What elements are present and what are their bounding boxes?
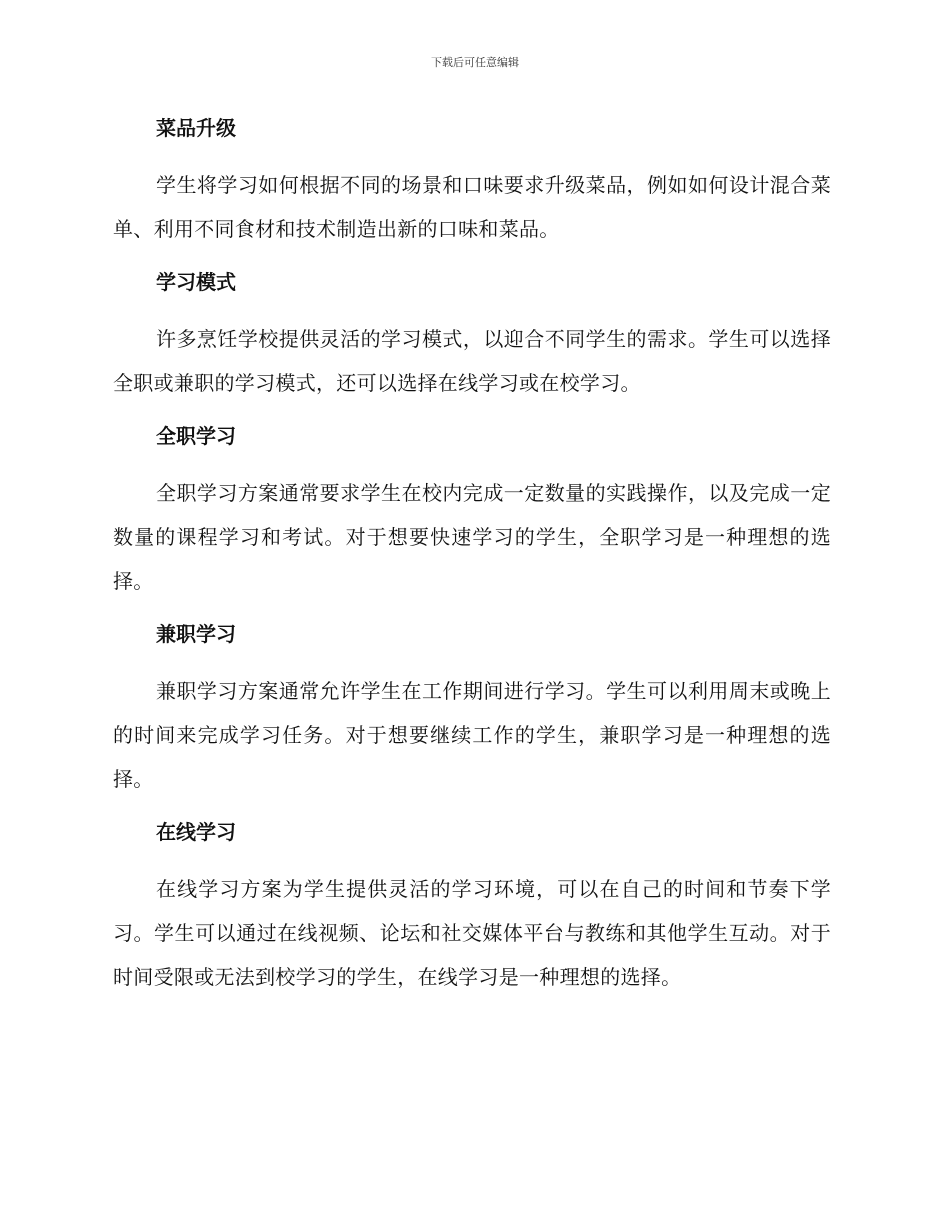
section-body-learning-modes: 许多烹饪学校提供灵活的学习模式，以迎合不同学生的需求。学生可以选择全职或兼职的学习模式，还可以选择在线学习或在校学习。 — [113, 327, 831, 395]
section-body-online: 在线学习方案为学生提供灵活的学习环境，可以在自己的时间和节奏下学习。学生可以通过在线视频、论坛和社交媒体平台与教练和其他学生互动。对于时间受限或无法到校学习的学生，在线学习是一种理想的选择。 — [113, 877, 831, 989]
section-title-online: 在线学习 — [156, 820, 236, 844]
section-title-dish-upgrade: 菜品升级 — [156, 116, 236, 140]
document-body — [113, 112, 831, 999]
section-body-full-time: 全职学习方案通常要求学生在校内完成一定数量的实践操作，以及完成一定数量的课程学习和考试。对于想要快速学习的学生，全职学习是一种理想的选择。 — [113, 481, 831, 593]
section-title-learning-modes: 学习模式 — [156, 270, 236, 294]
section-title-part-time: 兼职学习 — [156, 622, 236, 646]
section-body-part-time: 兼职学习方案通常允许学生在工作期间进行学习。学生可以利用周末或晚上的时间来完成学习任务。对于想要继续工作的学生，兼职学习是一种理想的选择。 — [113, 679, 831, 791]
page-header: 下载后可任意编辑 — [431, 56, 519, 69]
section-title-full-time: 全职学习 — [156, 424, 236, 448]
section-body-dish-upgrade: 学生将学习如何根据不同的场景和口味要求升级菜品，例如如何设计混合菜单、利用不同食材和技术制造出新的口味和菜品。 — [113, 173, 831, 241]
